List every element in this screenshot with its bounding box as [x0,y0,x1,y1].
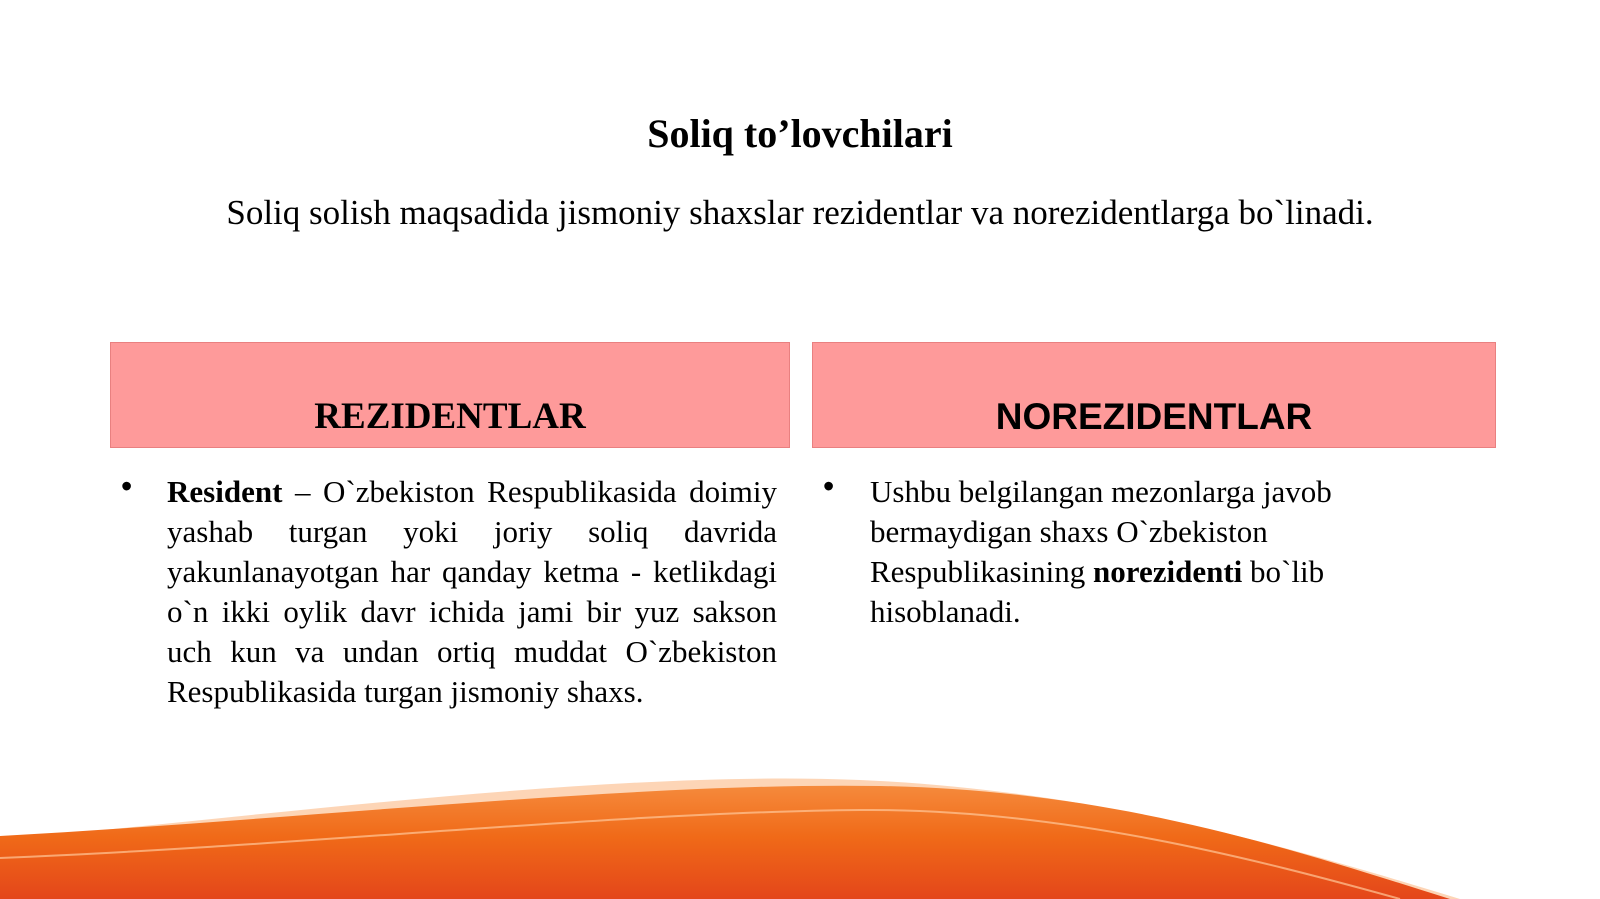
norezidentlar-header-box [812,342,1496,448]
norezidentlar-header-label: NOREZIDENTLAR [995,396,1313,437]
slide-subtitle: Soliq solish maqsadida jismoniy shaxslar rezidentlar va norezidentlarga bo`linadi. [226,193,1374,232]
rezidentlar-header-box [110,342,790,448]
nonresident-text-before: Ushbu belgilangan mezonlarga javob bermaydigan shaxs O`zbekiston Respublikasining [870,474,1332,589]
bullet-icon: • [121,468,133,504]
resident-definition-text: – O`zbekiston Respublikasida doimiy yashab turgan yoki joriy soliq davrida yakunlanayotgan har qanday ketma - ketlikdagi o`n ikki oylik davr ichida jami bir yuz sakson uch kun va undan ortiq muddat O`zbekiston Respublikasida turgan jismoniy shaxs. [167,474,777,709]
bullet-icon: • [823,468,835,504]
slide-title: Soliq to’lovchilari [647,111,953,156]
resident-term: Resident [167,474,283,509]
nonresident-definition [870,472,1400,632]
rezidentlar-header-label: REZIDENTLAR [314,396,586,437]
wave-fade-overlay [1200,760,1600,899]
nonresident-text-after: bo`lib hisoblanadi. [870,554,1325,629]
decorative-wave [0,760,1600,899]
resident-definition [167,472,777,712]
nonresident-term: norezidenti [1093,554,1243,589]
